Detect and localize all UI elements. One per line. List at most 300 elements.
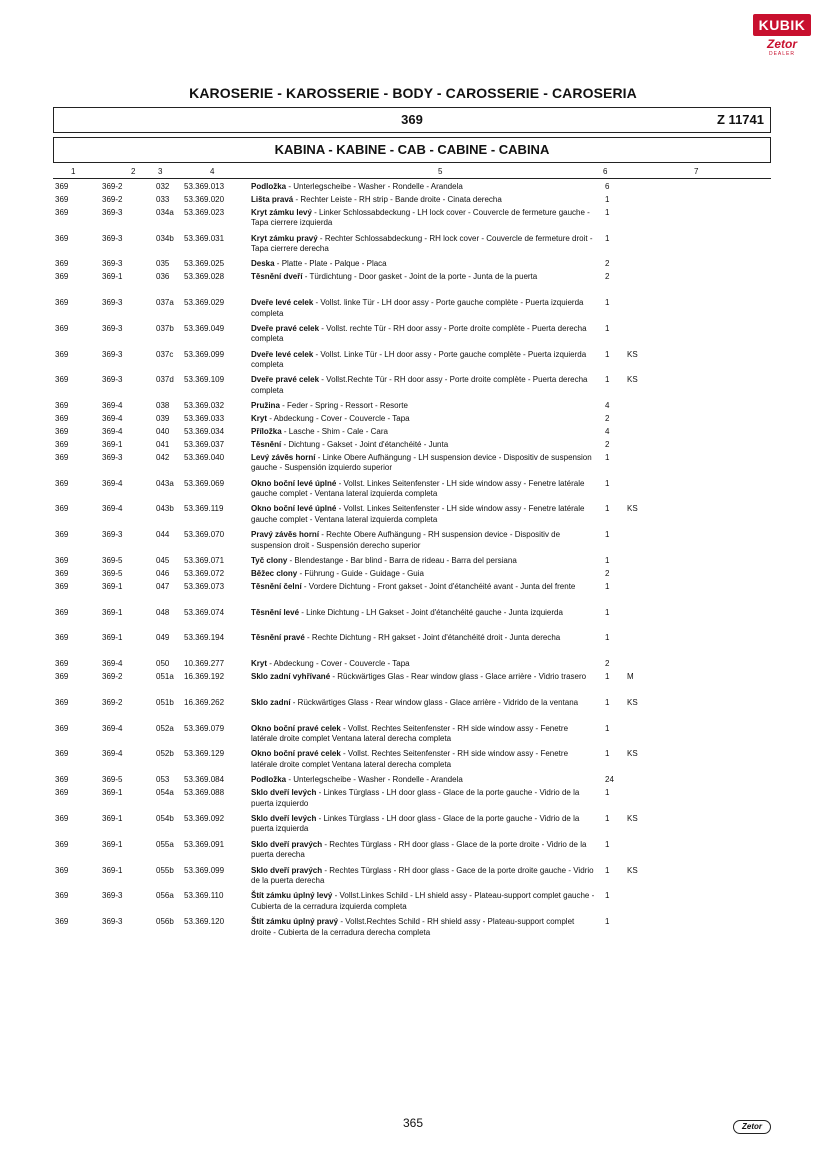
cell-c2: 369-1 bbox=[102, 633, 123, 643]
cell-c2: 369-5 bbox=[102, 568, 123, 578]
cell-description bbox=[251, 672, 596, 683]
cell-c4: 53.369.020 bbox=[184, 194, 225, 204]
cell-c3: 050 bbox=[156, 659, 170, 669]
cell-c3: 054a bbox=[156, 788, 174, 798]
cell-description bbox=[251, 891, 596, 912]
cell-c4: 53.369.069 bbox=[184, 478, 225, 488]
description-translations: - Vordere Dichtung - Front gakset - Joint d'étanchéité avant - Junta del frente bbox=[301, 581, 576, 591]
cell-c6: 1 bbox=[605, 581, 610, 591]
cell-c7: M bbox=[627, 672, 634, 682]
kubik-logo: KUBIK bbox=[753, 14, 811, 36]
cell-c6: 1 bbox=[605, 194, 610, 204]
cell-c3: 043a bbox=[156, 478, 174, 488]
cell-c1: 369 bbox=[55, 530, 69, 540]
cell-description bbox=[251, 259, 596, 270]
cell-c1: 369 bbox=[55, 478, 69, 488]
cell-c2: 369-4 bbox=[102, 478, 123, 488]
page-number: 365 bbox=[402, 1116, 424, 1130]
cell-c3: 052a bbox=[156, 723, 174, 733]
cell-c6: 1 bbox=[605, 452, 610, 462]
cell-c3: 044 bbox=[156, 530, 170, 540]
cell-c2: 369-1 bbox=[102, 607, 123, 617]
cell-c2: 369-3 bbox=[102, 259, 123, 269]
cell-c4: 53.369.129 bbox=[184, 749, 225, 759]
cell-c4: 53.369.109 bbox=[184, 375, 225, 385]
cell-c2: 369-3 bbox=[102, 891, 123, 901]
description-translations: - Vollst. Rechtes Seitenfenster - RH side window assy - Fenetre latérale droite complet Ventana lateral derecha completa bbox=[251, 749, 569, 769]
cell-c2: 369-2 bbox=[102, 672, 123, 682]
cell-c1: 369 bbox=[55, 659, 69, 669]
cell-c1: 369 bbox=[55, 581, 69, 591]
cell-c2: 369-4 bbox=[102, 401, 123, 411]
table-row bbox=[0, 504, 826, 530]
description-translations: - Rückwärtiges Glass - Rear window glass - Glace arrière - Vidrido de la ventana bbox=[290, 697, 579, 707]
cell-c3: 052b bbox=[156, 749, 174, 759]
cell-c6: 2 bbox=[605, 272, 610, 282]
cell-c4: 53.369.079 bbox=[184, 723, 225, 733]
table-row bbox=[0, 182, 826, 195]
cell-c6: 2 bbox=[605, 414, 610, 424]
description-czech: Sklo dveří pravých bbox=[251, 865, 323, 875]
cell-c4: 10.369.277 bbox=[184, 659, 225, 669]
description-translations: - Blendestange - Bar blind - Barra de rideau - Barra del persiana bbox=[287, 556, 517, 565]
cell-c4: 53.369.032 bbox=[184, 401, 225, 411]
cell-description bbox=[251, 556, 596, 567]
cell-c1: 369 bbox=[55, 298, 69, 308]
page-title: KAROSERIE - KAROSSERIE - BODY - CAROSSERIE - CAROSERIA bbox=[189, 85, 637, 101]
cell-c2: 369-3 bbox=[102, 452, 123, 462]
cell-c4: 53.369.023 bbox=[184, 207, 225, 217]
cell-c4: 53.369.084 bbox=[184, 775, 225, 785]
cell-c3: 049 bbox=[156, 633, 170, 643]
column-header: 5 bbox=[438, 167, 443, 176]
table-row bbox=[0, 324, 826, 350]
description-czech: Sklo zadní bbox=[251, 697, 291, 707]
zetor-logo: Zetor bbox=[767, 37, 797, 51]
cell-description bbox=[251, 195, 596, 206]
cell-description bbox=[251, 840, 596, 861]
cell-c6: 1 bbox=[605, 478, 610, 488]
cell-c4: 53.369.088 bbox=[184, 788, 225, 798]
cell-c1: 369 bbox=[55, 917, 69, 927]
description-translations: - Vollst.Rechtes Schild - RH shield assy - Plateau-support complet droite - Cubierta de la cerradura derecha completa bbox=[251, 917, 575, 937]
cell-c1: 369 bbox=[55, 607, 69, 617]
description-czech: Okno boční pravé celek bbox=[251, 749, 341, 759]
cell-c2: 369-1 bbox=[102, 439, 123, 449]
description-czech: Kryt zámku levý bbox=[251, 207, 312, 217]
cell-c2: 369-5 bbox=[102, 556, 123, 565]
description-czech: Dveře pravé celek bbox=[251, 375, 320, 385]
cell-c3: 046 bbox=[156, 568, 170, 578]
description-czech: Štít zámku úplný levý bbox=[251, 891, 333, 901]
description-czech: Okno boční pravé celek bbox=[251, 723, 341, 733]
cell-c6: 1 bbox=[605, 504, 610, 514]
description-czech: Kryt bbox=[251, 659, 268, 669]
cell-c6: 1 bbox=[605, 697, 610, 707]
table-row bbox=[0, 569, 826, 582]
table-row bbox=[0, 427, 826, 440]
cell-description bbox=[251, 298, 596, 319]
cell-c4: 53.369.049 bbox=[184, 323, 225, 333]
cell-c6: 1 bbox=[605, 917, 610, 927]
cell-description bbox=[251, 530, 596, 551]
cell-description bbox=[251, 698, 596, 709]
cell-c3: 037c bbox=[156, 349, 174, 359]
description-czech: Těsnění levé bbox=[251, 607, 300, 617]
cell-description bbox=[251, 569, 596, 580]
cell-c6: 1 bbox=[605, 813, 610, 823]
description-translations: - Abdeckung - Cover - Couvercle - Tapa bbox=[267, 659, 410, 669]
cell-c4: 53.369.040 bbox=[184, 452, 225, 462]
column-header: 1 bbox=[71, 167, 76, 176]
description-czech: Běžec clony bbox=[251, 568, 298, 578]
cell-c6: 2 bbox=[605, 439, 610, 449]
description-translations: - Rechtes Türglass - RH door glass - Glace de la porte droite - Vidrio de la puerta derecha bbox=[251, 839, 587, 860]
cell-c2: 369-4 bbox=[102, 723, 123, 733]
cell-c2: 369-3 bbox=[102, 349, 123, 359]
cell-c6: 1 bbox=[605, 749, 610, 759]
cell-c4: 53.369.071 bbox=[184, 556, 225, 565]
cell-c1: 369 bbox=[55, 697, 69, 707]
cell-c2: 369-4 bbox=[102, 504, 123, 514]
cell-c2: 369-4 bbox=[102, 749, 123, 759]
description-translations: - Führung - Guide - Guidage - Guia bbox=[297, 568, 424, 578]
cell-c2: 369-3 bbox=[102, 323, 123, 333]
cell-c3: 037d bbox=[156, 375, 174, 385]
description-czech: Dveře pravé celek bbox=[251, 323, 320, 333]
table-row bbox=[0, 530, 826, 556]
table-row bbox=[0, 633, 826, 659]
table-row bbox=[0, 749, 826, 775]
cell-c3: 041 bbox=[156, 439, 170, 449]
table-row bbox=[0, 298, 826, 324]
cell-c1: 369 bbox=[55, 439, 69, 449]
description-czech: Okno boční levé úplné bbox=[251, 504, 337, 514]
cell-c1: 369 bbox=[55, 349, 69, 359]
description-czech: Okno boční levé úplné bbox=[251, 478, 337, 488]
cell-c7: KS bbox=[627, 349, 638, 359]
description-translations: - Vollst.Rechte Tür - RH door assy - Porte droite complète - Puerta derecha completa bbox=[251, 375, 588, 395]
cell-c6: 1 bbox=[605, 891, 610, 901]
cell-c1: 369 bbox=[55, 839, 69, 849]
description-czech: Pružina bbox=[251, 401, 280, 411]
cell-c4: 53.369.028 bbox=[184, 272, 225, 282]
cell-c3: 056b bbox=[156, 917, 174, 927]
cell-c3: 047 bbox=[156, 581, 170, 591]
description-czech: Dveře levé celek bbox=[251, 298, 314, 308]
cell-c2: 369-3 bbox=[102, 233, 123, 243]
cell-c6: 1 bbox=[605, 323, 610, 333]
cell-c1: 369 bbox=[55, 452, 69, 462]
cell-c1: 369 bbox=[55, 672, 69, 682]
description-translations: - Rechte Dichtung - RH gakset - Joint d'étanchéité droit - Junta derecha bbox=[304, 633, 561, 643]
cell-c6: 1 bbox=[605, 298, 610, 308]
description-czech: Těsnění pravé bbox=[251, 633, 305, 643]
group-number: 369 bbox=[401, 112, 423, 127]
cell-c4: 53.369.119 bbox=[184, 504, 224, 514]
cell-c3: 036 bbox=[156, 272, 170, 282]
cell-c6: 1 bbox=[605, 865, 610, 875]
cell-c7: KS bbox=[627, 813, 638, 823]
cell-c7: KS bbox=[627, 749, 638, 759]
cell-description bbox=[251, 659, 596, 670]
description-czech: Levý závěs horní bbox=[251, 452, 316, 462]
description-czech: Pravý závěs horní bbox=[251, 530, 320, 540]
cell-c4: 53.369.120 bbox=[184, 917, 225, 927]
description-translations: - Unterlegscheibe - Washer - Rondelle - Arandela bbox=[286, 182, 463, 191]
description-translations: - Rechter Schlossabdeckung - RH lock cover - Couvercle de fermeture droit - Tapa cierrere derecha bbox=[251, 233, 593, 254]
description-translations: - Vollst.Linkes Schild - LH shield assy - Plateau-support complet gauche - Cubierta de la cerradura izquierda completa bbox=[251, 891, 595, 911]
drawing-number: Z 11741 bbox=[717, 112, 764, 127]
cell-c1: 369 bbox=[55, 375, 69, 385]
cell-c3: 037a bbox=[156, 298, 174, 308]
description-translations: - Abdeckung - Cover - Couvercle - Tapa bbox=[267, 414, 410, 424]
cell-c4: 53.369.031 bbox=[184, 233, 225, 243]
cell-c4: 53.369.029 bbox=[184, 298, 225, 308]
cell-c4: 53.369.110 bbox=[184, 891, 224, 901]
cell-c2: 369-1 bbox=[102, 581, 123, 591]
table-row bbox=[0, 234, 826, 260]
cell-c4: 53.369.074 bbox=[184, 607, 225, 617]
cell-description bbox=[251, 504, 596, 525]
cell-c2: 369-2 bbox=[102, 697, 123, 707]
group-header bbox=[53, 107, 771, 133]
table-row bbox=[0, 272, 826, 298]
description-translations: - Vollst. Rechtes Seitenfenster - RH side window assy - Fenetre latérale droite complet Ventana lateral derecha completa bbox=[251, 723, 569, 744]
cell-c6: 1 bbox=[605, 530, 610, 540]
cell-c6: 1 bbox=[605, 723, 610, 733]
table-row bbox=[0, 775, 826, 788]
cell-c6: 1 bbox=[605, 556, 610, 565]
table-row bbox=[0, 453, 826, 479]
cell-c2: 369-3 bbox=[102, 207, 123, 217]
cell-c4: 16.369.192 bbox=[184, 672, 225, 682]
cell-c6: 1 bbox=[605, 788, 610, 798]
cell-c6: 6 bbox=[605, 182, 610, 191]
description-translations: - Rechte Obere Aufhängung - RH suspension device - Dispositiv de suspension droit - Suspensión derecho superior bbox=[251, 530, 561, 550]
description-translations: - Dichtung - Gakset - Joint d'étanchéité - Junta bbox=[281, 439, 449, 449]
table-row bbox=[0, 582, 826, 608]
cell-c2: 369-5 bbox=[102, 775, 123, 785]
cell-c2: 369-1 bbox=[102, 839, 123, 849]
cell-c4: 53.369.194 bbox=[184, 633, 225, 643]
cell-c4: 53.369.091 bbox=[184, 839, 225, 849]
cell-description bbox=[251, 788, 596, 809]
table-row bbox=[0, 698, 826, 724]
cell-c1: 369 bbox=[55, 323, 69, 333]
cell-c4: 53.369.033 bbox=[184, 414, 225, 424]
description-translations: - Vollst. Linkes Seitenfenster - LH side window assy - Fenetre latérale gauche complet - Ventana lateral izquierda completa bbox=[251, 504, 585, 524]
description-translations: - Linke Obere Aufhängung - LH suspension device - Dispositiv de suspension gauche - Suspensión izquierdo superior bbox=[251, 452, 592, 473]
description-czech: Sklo zadní vyhřívané bbox=[251, 672, 331, 682]
description-translations: - Lasche - Shim - Cale - Cara bbox=[281, 427, 388, 437]
cell-c6: 1 bbox=[605, 207, 610, 217]
cell-c7: KS bbox=[627, 697, 638, 707]
table-row bbox=[0, 659, 826, 672]
cell-c1: 369 bbox=[55, 813, 69, 823]
description-czech: Příložka bbox=[251, 427, 282, 437]
cell-c2: 369-3 bbox=[102, 530, 123, 540]
cell-c7: KS bbox=[627, 504, 638, 514]
cell-description bbox=[251, 401, 596, 412]
cell-c1: 369 bbox=[55, 788, 69, 798]
parts-table bbox=[0, 182, 826, 943]
cell-description bbox=[251, 324, 596, 345]
cell-c2: 369-3 bbox=[102, 917, 123, 927]
brand-logo bbox=[753, 14, 811, 57]
description-czech: Lišta pravá bbox=[251, 194, 294, 204]
cell-c3: 042 bbox=[156, 452, 170, 462]
dealer-label: DEALER bbox=[768, 51, 795, 57]
cell-c2: 369-2 bbox=[102, 182, 123, 191]
description-translations: - Linkes Türglass - LH door glass - Glace de la porte gauche - Vidrio de la puerta izquierdo bbox=[251, 788, 580, 808]
cell-c6: 2 bbox=[605, 659, 610, 669]
description-translations: - Linke Dichtung - LH Gakset - Joint d'étanchéité gauche - Junta izquierda bbox=[299, 607, 563, 617]
description-czech: Dveře levé celek bbox=[251, 349, 314, 359]
table-row bbox=[0, 440, 826, 453]
table-row bbox=[0, 724, 826, 750]
cell-description bbox=[251, 633, 596, 644]
description-czech: Těsnění dveří bbox=[251, 272, 303, 282]
cell-c6: 1 bbox=[605, 349, 610, 359]
cell-c1: 369 bbox=[55, 865, 69, 875]
description-czech: Sklo dveří pravých bbox=[251, 839, 323, 849]
section-title: KABINA - KABINE - CAB - CABINE - CABINA bbox=[53, 137, 771, 163]
cell-c2: 369-1 bbox=[102, 865, 123, 875]
cell-c6: 1 bbox=[605, 607, 610, 617]
cell-c3: 051a bbox=[156, 672, 174, 682]
table-row bbox=[0, 556, 826, 569]
cell-c4: 53.369.092 bbox=[184, 813, 225, 823]
cell-description bbox=[251, 350, 596, 371]
cell-c1: 369 bbox=[55, 633, 69, 643]
cell-description bbox=[251, 208, 596, 229]
cell-c2: 369-4 bbox=[102, 427, 123, 437]
cell-description bbox=[251, 375, 596, 396]
table-row bbox=[0, 350, 826, 376]
cell-c1: 369 bbox=[55, 414, 69, 424]
cell-description bbox=[251, 234, 596, 255]
description-czech: Deska bbox=[251, 259, 275, 269]
cell-c2: 369-3 bbox=[102, 298, 123, 308]
cell-c3: 034a bbox=[156, 207, 174, 217]
description-translations: - Rückwärtiges Glas - Rear window glass - Glace arrière - Vidrio trasero bbox=[330, 672, 587, 682]
cell-c3: 055b bbox=[156, 865, 174, 875]
table-row bbox=[0, 479, 826, 505]
cell-c4: 53.369.073 bbox=[184, 581, 225, 591]
cell-c3: 048 bbox=[156, 607, 170, 617]
description-translations: - Linkes Türglass - LH door glass - Glace de la porte gauche - Vidrio de la puerta izquierda bbox=[251, 813, 580, 834]
table-row bbox=[0, 917, 826, 943]
cell-c6: 1 bbox=[605, 233, 610, 243]
cell-c3: 039 bbox=[156, 414, 170, 424]
table-row bbox=[0, 208, 826, 234]
cell-c1: 369 bbox=[55, 427, 69, 437]
cell-c1: 369 bbox=[55, 272, 69, 282]
cell-c1: 369 bbox=[55, 723, 69, 733]
cell-description bbox=[251, 608, 596, 619]
description-czech: Kryt zámku pravý bbox=[251, 233, 318, 243]
cell-c4: 53.369.099 bbox=[184, 349, 225, 359]
description-czech: Podložka bbox=[251, 775, 287, 785]
cell-c1: 369 bbox=[55, 775, 69, 785]
description-translations: - Vollst. rechte Tür - RH door assy - Porte droite complète - Puerta derecha completa bbox=[251, 323, 587, 344]
cell-c3: 032 bbox=[156, 182, 170, 191]
column-header: 6 bbox=[603, 167, 608, 176]
cell-c4: 53.369.072 bbox=[184, 568, 225, 578]
description-translations: - Rechtes Türglass - RH door glass - Gace de la porte droite gauche - Vidrio de la puerta derecha bbox=[251, 865, 594, 886]
table-row bbox=[0, 401, 826, 414]
cell-c6: 2 bbox=[605, 259, 610, 269]
cell-c2: 369-1 bbox=[102, 813, 123, 823]
cell-c1: 369 bbox=[55, 401, 69, 411]
cell-description bbox=[251, 775, 596, 786]
description-czech: Těsnění čelní bbox=[251, 581, 302, 591]
cell-c1: 369 bbox=[55, 194, 69, 204]
cell-c6: 4 bbox=[605, 401, 610, 411]
cell-description bbox=[251, 182, 596, 193]
cell-c3: 043b bbox=[156, 504, 174, 514]
cell-c1: 369 bbox=[55, 207, 69, 217]
description-translations: - Vollst. linke Tür - LH door assy - Porte gauche complète - Puerta izquierda completa bbox=[251, 298, 584, 318]
table-row bbox=[0, 814, 826, 840]
cell-c1: 369 bbox=[55, 182, 69, 191]
description-czech: Sklo dveří levých bbox=[251, 813, 317, 823]
column-header: 3 bbox=[158, 167, 163, 176]
cell-c3: 054b bbox=[156, 813, 174, 823]
table-row bbox=[0, 259, 826, 272]
description-czech: Podložka bbox=[251, 182, 287, 191]
cell-c4: 53.369.025 bbox=[184, 259, 225, 269]
description-translations: - Platte - Plate - Palque - Placa bbox=[274, 259, 387, 269]
cell-description bbox=[251, 440, 596, 451]
description-czech: Kryt bbox=[251, 414, 268, 424]
cell-c2: 369-1 bbox=[102, 272, 123, 282]
column-header: 4 bbox=[210, 167, 215, 176]
table-row bbox=[0, 195, 826, 208]
cell-c1: 369 bbox=[55, 568, 69, 578]
description-translations: - Linker Schlossabdeckung - LH lock cover - Couvercle de fermeture gauche - Tapa cierrere izquierda bbox=[251, 207, 590, 228]
cell-description bbox=[251, 582, 596, 593]
column-header-row bbox=[53, 166, 771, 179]
cell-c6: 4 bbox=[605, 427, 610, 437]
cell-c1: 369 bbox=[55, 891, 69, 901]
cell-c2: 369-4 bbox=[102, 659, 123, 669]
cell-c3: 033 bbox=[156, 194, 170, 204]
cell-c6: 1 bbox=[605, 672, 610, 682]
cell-c3: 051b bbox=[156, 697, 174, 707]
cell-c4: 53.369.099 bbox=[184, 865, 225, 875]
cell-c3: 055a bbox=[156, 839, 174, 849]
description-czech: Těsnění bbox=[251, 439, 282, 449]
cell-c1: 369 bbox=[55, 749, 69, 759]
cell-c3: 053 bbox=[156, 775, 170, 785]
table-row bbox=[0, 672, 826, 698]
cell-c3: 040 bbox=[156, 427, 170, 437]
cell-c7: KS bbox=[627, 865, 638, 875]
cell-description bbox=[251, 724, 596, 745]
cell-description bbox=[251, 272, 596, 283]
table-row bbox=[0, 840, 826, 866]
description-translations: - Vollst. Linke Tür - LH door assy - Porte gauche complète - Puerta izquierda completa bbox=[251, 349, 587, 370]
table-row bbox=[0, 608, 826, 634]
cell-c3: 045 bbox=[156, 556, 170, 565]
description-czech: Tyč clony bbox=[251, 556, 288, 565]
cell-c1: 369 bbox=[55, 233, 69, 243]
cell-c6: 2 bbox=[605, 568, 610, 578]
description-translations: - Rechter Leiste - RH strip - Bande droite - Cinata derecha bbox=[293, 194, 502, 204]
cell-c3: 035 bbox=[156, 259, 170, 269]
